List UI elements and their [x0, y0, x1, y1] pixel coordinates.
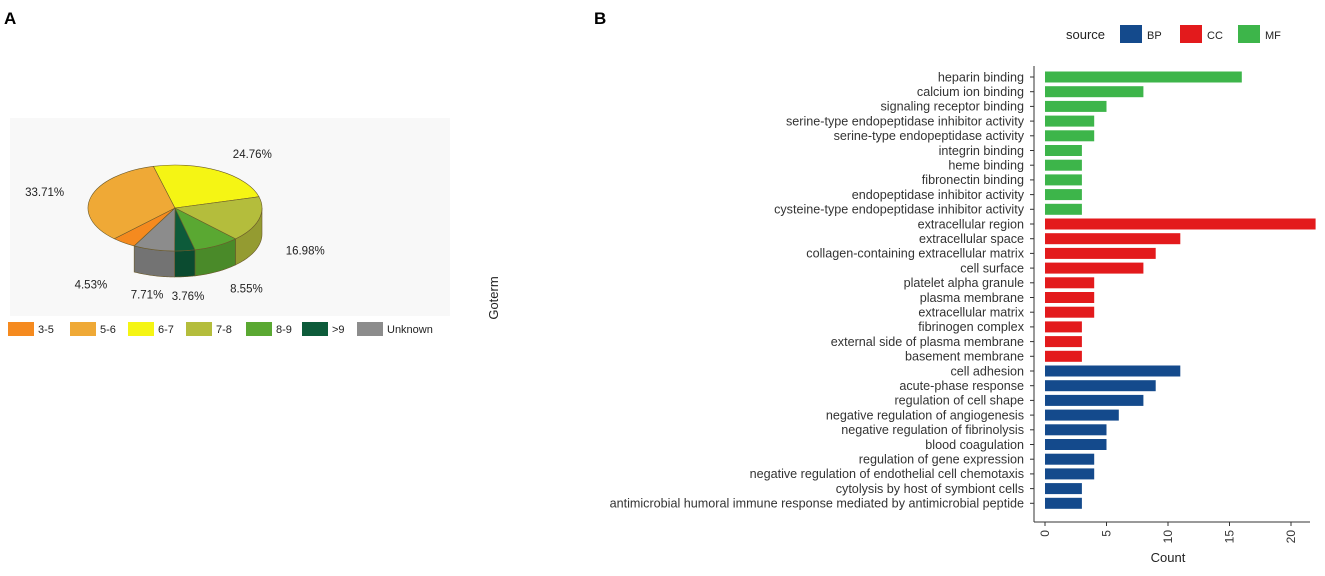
legend-swatch-7-8	[186, 322, 212, 336]
category-label-platelet-alpha-granule: platelet alpha granule	[903, 276, 1024, 291]
bar-serine-type-endopeptidase-inhibitor-activity	[1045, 116, 1094, 127]
pie-label-6-7: 24.76%	[232, 149, 272, 162]
bar-fibrinogen-complex	[1045, 321, 1082, 332]
y-axis-title: Goterm	[486, 276, 501, 320]
bar-negative-regulation-of-angiogenesis	[1045, 410, 1119, 421]
legend-label-7-8: 7-8	[216, 324, 232, 336]
pie-label-7-8: 16.98%	[285, 245, 325, 258]
legend-swatch-mf	[1238, 25, 1260, 43]
category-label-cytolysis-by-host-of-symbiont-cells: cytolysis by host of symbiont cells	[835, 481, 1024, 496]
pie-chart	[8, 118, 450, 336]
bar-regulation-of-gene-expression	[1045, 454, 1094, 465]
category-label-antimicrobial-humoral-immune-response-mediated-by-antimicrobial-peptide: antimicrobial humoral immune response mediated by antimicrobial peptide	[609, 496, 1024, 511]
bar-regulation-of-cell-shape	[1045, 395, 1143, 406]
pie-label-8-9: 8.55%	[230, 283, 263, 296]
bar-heparin-binding	[1045, 72, 1242, 83]
x-tick-label-15: 15	[1222, 530, 1237, 544]
bar-fibronectin-binding	[1045, 174, 1082, 185]
bar-negative-regulation-of-fibrinolysis	[1045, 424, 1107, 435]
bar-collagen-containing-extracellular-matrix	[1045, 248, 1156, 259]
x-tick-label-5: 5	[1099, 530, 1114, 537]
pie-label-3-5: 4.53%	[74, 279, 108, 292]
legend-swatch-cc	[1180, 25, 1202, 43]
category-label-cell-adhesion: cell adhesion	[950, 364, 1024, 379]
bar-signaling-receptor-binding	[1045, 101, 1107, 112]
category-label-acute-phase-response: acute-phase response	[899, 379, 1024, 393]
category-label-blood-coagulation: blood coagulation	[925, 437, 1024, 452]
legend-label-3-5: 3-5	[38, 324, 54, 336]
legend-swatch-8-9	[246, 322, 272, 336]
legend-label-unknown: Unknown	[387, 324, 433, 336]
category-label-heme-binding: heme binding	[948, 158, 1024, 173]
category-label-external-side-of-plasma-membrane: external side of plasma membrane	[830, 334, 1024, 349]
pie-legend	[8, 322, 433, 336]
legend-swatch-5-6	[70, 322, 96, 336]
panel-a-letter: A	[4, 9, 17, 28]
pie-label-5-6: 33.71%	[25, 186, 65, 199]
category-label-plasma-membrane: plasma membrane	[919, 290, 1024, 305]
bar-extracellular-space	[1045, 233, 1180, 244]
bar-extracellular-matrix	[1045, 307, 1094, 318]
bar-plasma-membrane	[1045, 292, 1094, 303]
legend-label-8-9: 8-9	[276, 324, 292, 336]
bar-endopeptidase-inhibitor-activity	[1045, 189, 1082, 200]
category-label-serine-type-endopeptidase-activity: serine-type endopeptidase activity	[833, 129, 1024, 144]
category-label-negative-regulation-of-endothelial-cell-chemotaxis: negative regulation of endothelial cell chemotaxis	[749, 467, 1024, 482]
category-label-collagen-containing-extracellular-matrix: collagen-containing extracellular matrix	[806, 246, 1024, 261]
category-label-regulation-of-cell-shape: regulation of cell shape	[894, 393, 1024, 408]
bar-rows	[610, 70, 1316, 510]
bar-external-side-of-plasma-membrane	[1045, 336, 1082, 347]
x-tick-label-0: 0	[1038, 530, 1052, 537]
category-label-endopeptidase-inhibitor-activity: endopeptidase inhibitor activity	[851, 187, 1024, 202]
bar-heme-binding	[1045, 160, 1082, 171]
legend-swatch-unknown	[357, 322, 383, 336]
category-label-extracellular-region: extracellular region	[917, 217, 1024, 232]
category-label-negative-regulation-of-fibrinolysis: negative regulation of fibrinolysis	[841, 423, 1024, 438]
bar-blood-coagulation	[1045, 439, 1107, 450]
category-label-negative-regulation-of-angiogenesis: negative regulation of angiogenesis	[825, 408, 1024, 423]
category-label-basement-membrane: basement membrane	[904, 349, 1024, 364]
bar-antimicrobial-humoral-immune-response-mediated-by-antimicrobial-peptide	[1045, 498, 1082, 509]
bar-integrin-binding	[1045, 145, 1082, 156]
legend-swatch-bp	[1120, 25, 1142, 43]
bar-calcium-ion-binding	[1045, 86, 1143, 97]
bar-legend	[1066, 25, 1281, 43]
bar-cell-surface	[1045, 263, 1143, 274]
category-label-integrin-binding: integrin binding	[938, 143, 1024, 158]
bar-serine-type-endopeptidase-activity	[1045, 130, 1094, 141]
legend-swatch-6-7	[128, 322, 154, 336]
bar-chart	[486, 25, 1316, 565]
bar-extracellular-region	[1045, 219, 1316, 230]
category-label-serine-type-endopeptidase-inhibitor-activity: serine-type endopeptidase inhibitor activity	[785, 114, 1024, 129]
x-tick-label-20: 20	[1284, 530, 1298, 544]
category-label-signaling-receptor-binding: signaling receptor binding	[880, 99, 1024, 114]
x-axis-title: Count	[1150, 550, 1186, 565]
legend-label-cc: CC	[1207, 30, 1223, 42]
bar-acute-phase-response	[1045, 380, 1156, 391]
bar-cysteine-type-endopeptidase-inhibitor-activity	[1045, 204, 1082, 215]
legend-label-5-6: 5-6	[100, 324, 116, 336]
bar-cytolysis-by-host-of-symbiont-cells	[1045, 483, 1082, 494]
legend-swatch-3-5	[8, 322, 34, 336]
category-label-cysteine-type-endopeptidase-inhibitor-activity: cysteine-type endopeptidase inhibitor activity	[774, 202, 1024, 217]
category-label-extracellular-space: extracellular space	[919, 232, 1024, 246]
pie-label-9: 3.76%	[171, 290, 205, 303]
pie-side-9	[175, 250, 195, 277]
bar-negative-regulation-of-endothelial-cell-chemotaxis	[1045, 468, 1094, 479]
legend-label-9: >9	[332, 324, 345, 336]
bar-basement-membrane	[1045, 351, 1082, 362]
legend-label-bp: BP	[1147, 30, 1162, 42]
category-label-calcium-ion-binding: calcium ion binding	[916, 85, 1024, 99]
bar-platelet-alpha-granule	[1045, 277, 1094, 288]
x-ticks	[1038, 522, 1298, 543]
panel-b-letter: B	[594, 9, 607, 28]
category-label-heparin-binding: heparin binding	[937, 70, 1024, 85]
legend-title: source	[1066, 27, 1106, 42]
legend-swatch-9	[302, 322, 328, 336]
pie-label-unknown: 7.71%	[130, 289, 164, 302]
category-label-cell-surface: cell surface	[960, 261, 1024, 276]
legend-label-mf: MF	[1265, 30, 1281, 42]
category-label-extracellular-matrix: extracellular matrix	[918, 305, 1024, 320]
legend-label-6-7: 6-7	[158, 324, 174, 336]
category-label-fibrinogen-complex: fibrinogen complex	[918, 320, 1024, 335]
x-tick-label-10: 10	[1161, 530, 1175, 544]
bar-cell-adhesion	[1045, 366, 1180, 377]
category-label-fibronectin-binding: fibronectin binding	[921, 173, 1024, 188]
category-label-regulation-of-gene-expression: regulation of gene expression	[858, 452, 1024, 467]
